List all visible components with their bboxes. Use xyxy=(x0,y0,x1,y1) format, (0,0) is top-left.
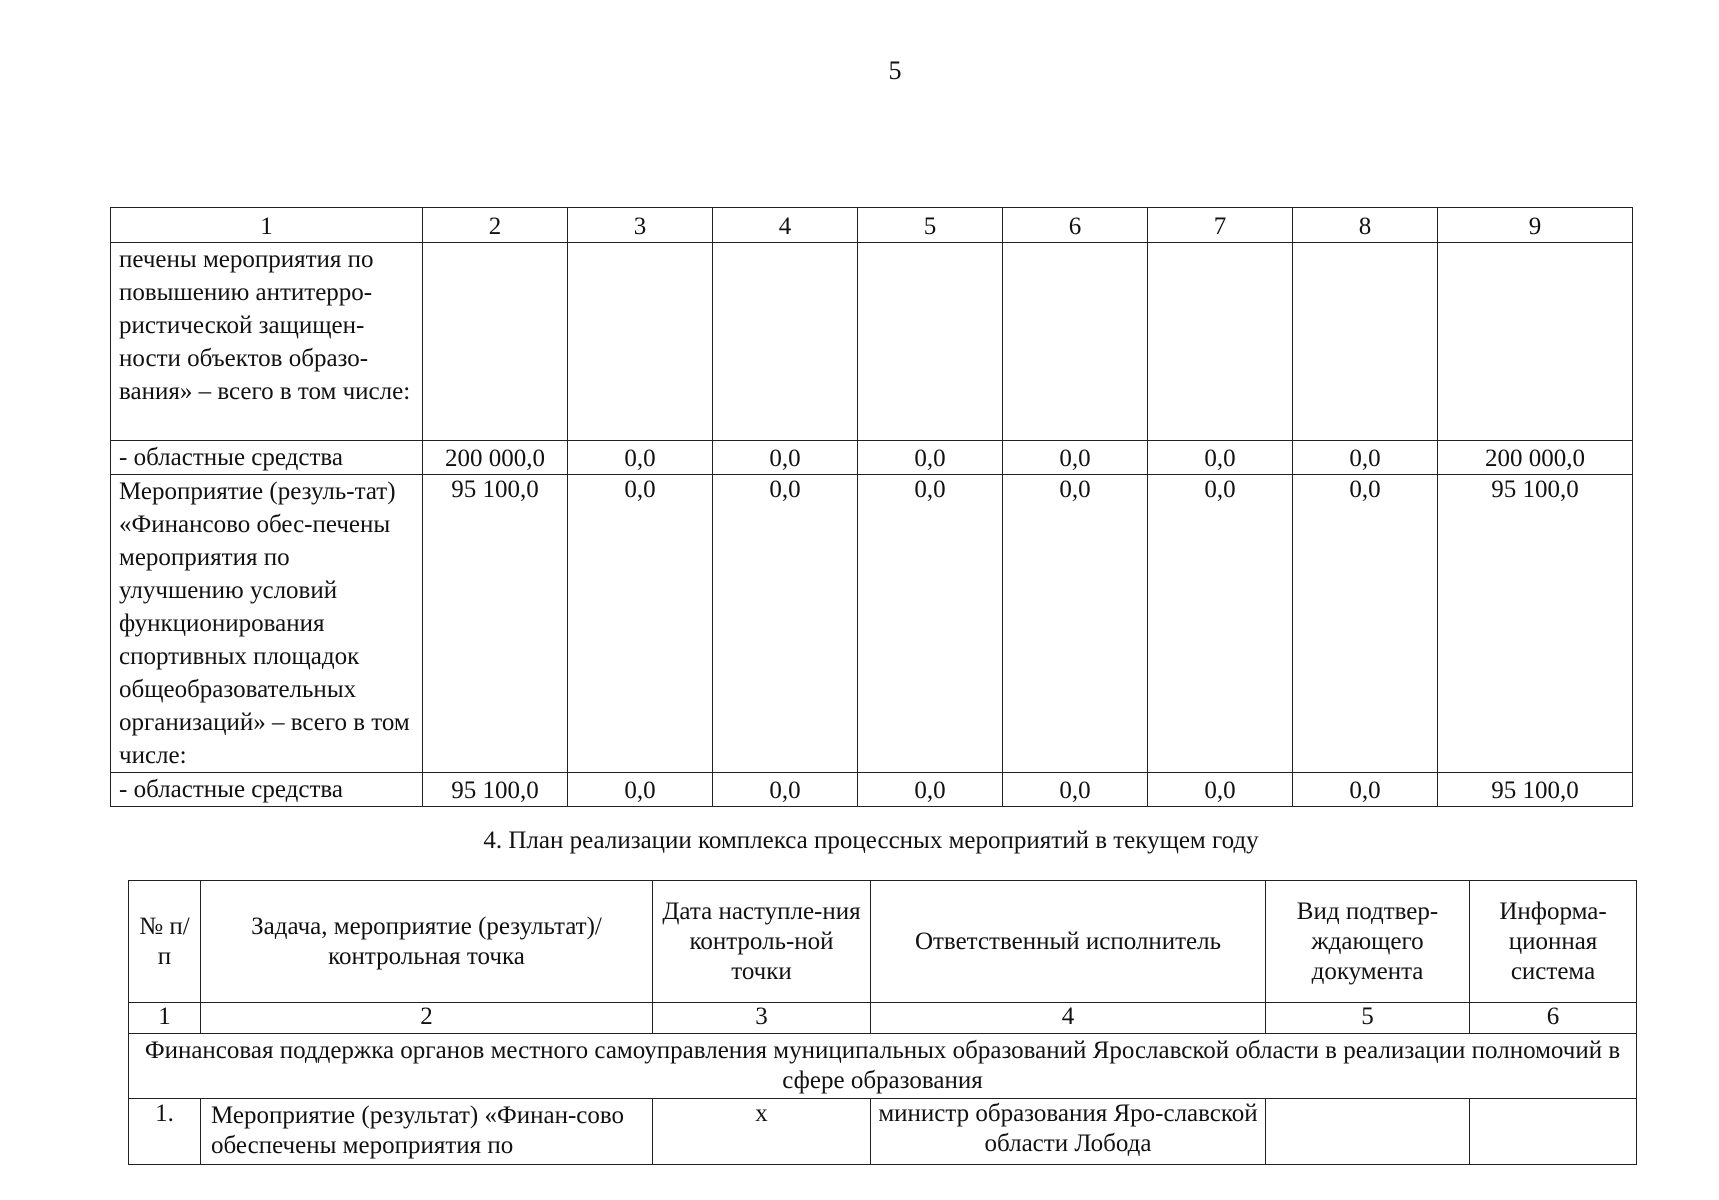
column-header: 6 xyxy=(1003,208,1148,243)
column-header: 3 xyxy=(568,208,713,243)
group-heading: Финансовая поддержка органов местного самоуправления муниципальных образований Ярославской области в реализации полномочий в сфере образования xyxy=(129,1034,1637,1099)
column-header: 9 xyxy=(1438,208,1633,243)
task-cell: Мероприятие (результат) «Финан-сово обеспечены мероприятия по xyxy=(201,1099,653,1165)
table-cell: 0,0 xyxy=(1293,475,1438,773)
table-cell: 0,0 xyxy=(1003,773,1148,807)
column-header: № п/п xyxy=(129,881,201,1003)
section-title: 4. План реализации комплекса процессных мероприятий в текущем году xyxy=(483,827,1259,854)
table-cell: 200 000,0 xyxy=(1438,441,1633,475)
table-cell: 0,0 xyxy=(713,773,858,807)
budget-table xyxy=(110,207,1633,807)
column-header: Ответственный исполнитель xyxy=(871,881,1266,1003)
table-cell xyxy=(713,243,858,441)
table-cell: 0,0 xyxy=(1003,441,1148,475)
column-header: Дата наступле-ния контроль-ной точки xyxy=(653,881,871,1003)
column-header: Информа-ционная система xyxy=(1470,881,1637,1003)
table-cell: 0,0 xyxy=(1148,475,1293,773)
table-cell: 0,0 xyxy=(568,441,713,475)
table-row xyxy=(129,1099,1637,1165)
table-cell xyxy=(1148,243,1293,441)
system-cell xyxy=(1470,1099,1637,1165)
table-cell xyxy=(1293,243,1438,441)
column-number: 6 xyxy=(1470,1003,1637,1034)
table-cell: 0,0 xyxy=(858,773,1003,807)
column-number: 5 xyxy=(1266,1003,1470,1034)
table-row xyxy=(111,773,1633,807)
row-number: 1. xyxy=(129,1099,201,1165)
table-cell: 95 100,0 xyxy=(1438,773,1633,807)
table-cell xyxy=(1438,243,1633,441)
table-cell: 0,0 xyxy=(713,441,858,475)
table-row xyxy=(111,441,1633,475)
table-cell: 0,0 xyxy=(1148,773,1293,807)
column-header: 8 xyxy=(1293,208,1438,243)
page-number: 5 xyxy=(888,56,902,85)
row-label: - областные средства xyxy=(111,441,423,475)
document-cell xyxy=(1266,1099,1470,1165)
column-header: 1 xyxy=(111,208,423,243)
table-cell: 95 100,0 xyxy=(423,773,568,807)
table-cell xyxy=(858,243,1003,441)
executor-cell: министр образования Яро-славской области Лобода xyxy=(871,1099,1266,1165)
table-cell: 0,0 xyxy=(858,475,1003,773)
plan-table xyxy=(128,880,1637,1165)
row-label: Мероприятие (резуль-тат) «Финансово обес-печены мероприятия по улучшению условий функционирования спортивных площадок общеобразовательных организаций» – всего в том числе: xyxy=(111,475,423,773)
table-cell: 0,0 xyxy=(568,475,713,773)
table-header-row xyxy=(129,881,1637,1003)
table-cell: 0,0 xyxy=(858,441,1003,475)
column-header: 7 xyxy=(1148,208,1293,243)
column-header: 5 xyxy=(858,208,1003,243)
group-row xyxy=(129,1034,1637,1099)
table-cell: 0,0 xyxy=(1003,475,1148,773)
table-cell: 200 000,0 xyxy=(423,441,568,475)
table-cell xyxy=(423,243,568,441)
column-header: Задача, мероприятие (результат)/ контрольная точка xyxy=(201,881,653,1003)
table-cell xyxy=(1003,243,1148,441)
table-cell: 0,0 xyxy=(713,475,858,773)
table-cell: 0,0 xyxy=(568,773,713,807)
table-cell: 0,0 xyxy=(1293,441,1438,475)
column-number: 1 xyxy=(129,1003,201,1034)
column-number: 4 xyxy=(871,1003,1266,1034)
table-cell xyxy=(568,243,713,441)
table-header-row xyxy=(111,208,1633,243)
column-header: Вид подтвер-ждающего документа xyxy=(1266,881,1470,1003)
table-row xyxy=(111,243,1633,441)
table-row xyxy=(111,475,1633,773)
column-header: 4 xyxy=(713,208,858,243)
table-cell: 95 100,0 xyxy=(1438,475,1633,773)
table-cell: 0,0 xyxy=(1148,441,1293,475)
table-cell: 95 100,0 xyxy=(423,475,568,773)
date-cell: х xyxy=(653,1099,871,1165)
row-label: печены мероприятия по повышению антитерро-ристической защищен-ности объектов образо-вания» – всего в том числе: xyxy=(111,243,423,441)
row-label: - областные средства xyxy=(111,773,423,807)
column-number: 3 xyxy=(653,1003,871,1034)
table-cell: 0,0 xyxy=(1293,773,1438,807)
column-header: 2 xyxy=(423,208,568,243)
column-number: 2 xyxy=(201,1003,653,1034)
column-number-row xyxy=(129,1003,1637,1034)
